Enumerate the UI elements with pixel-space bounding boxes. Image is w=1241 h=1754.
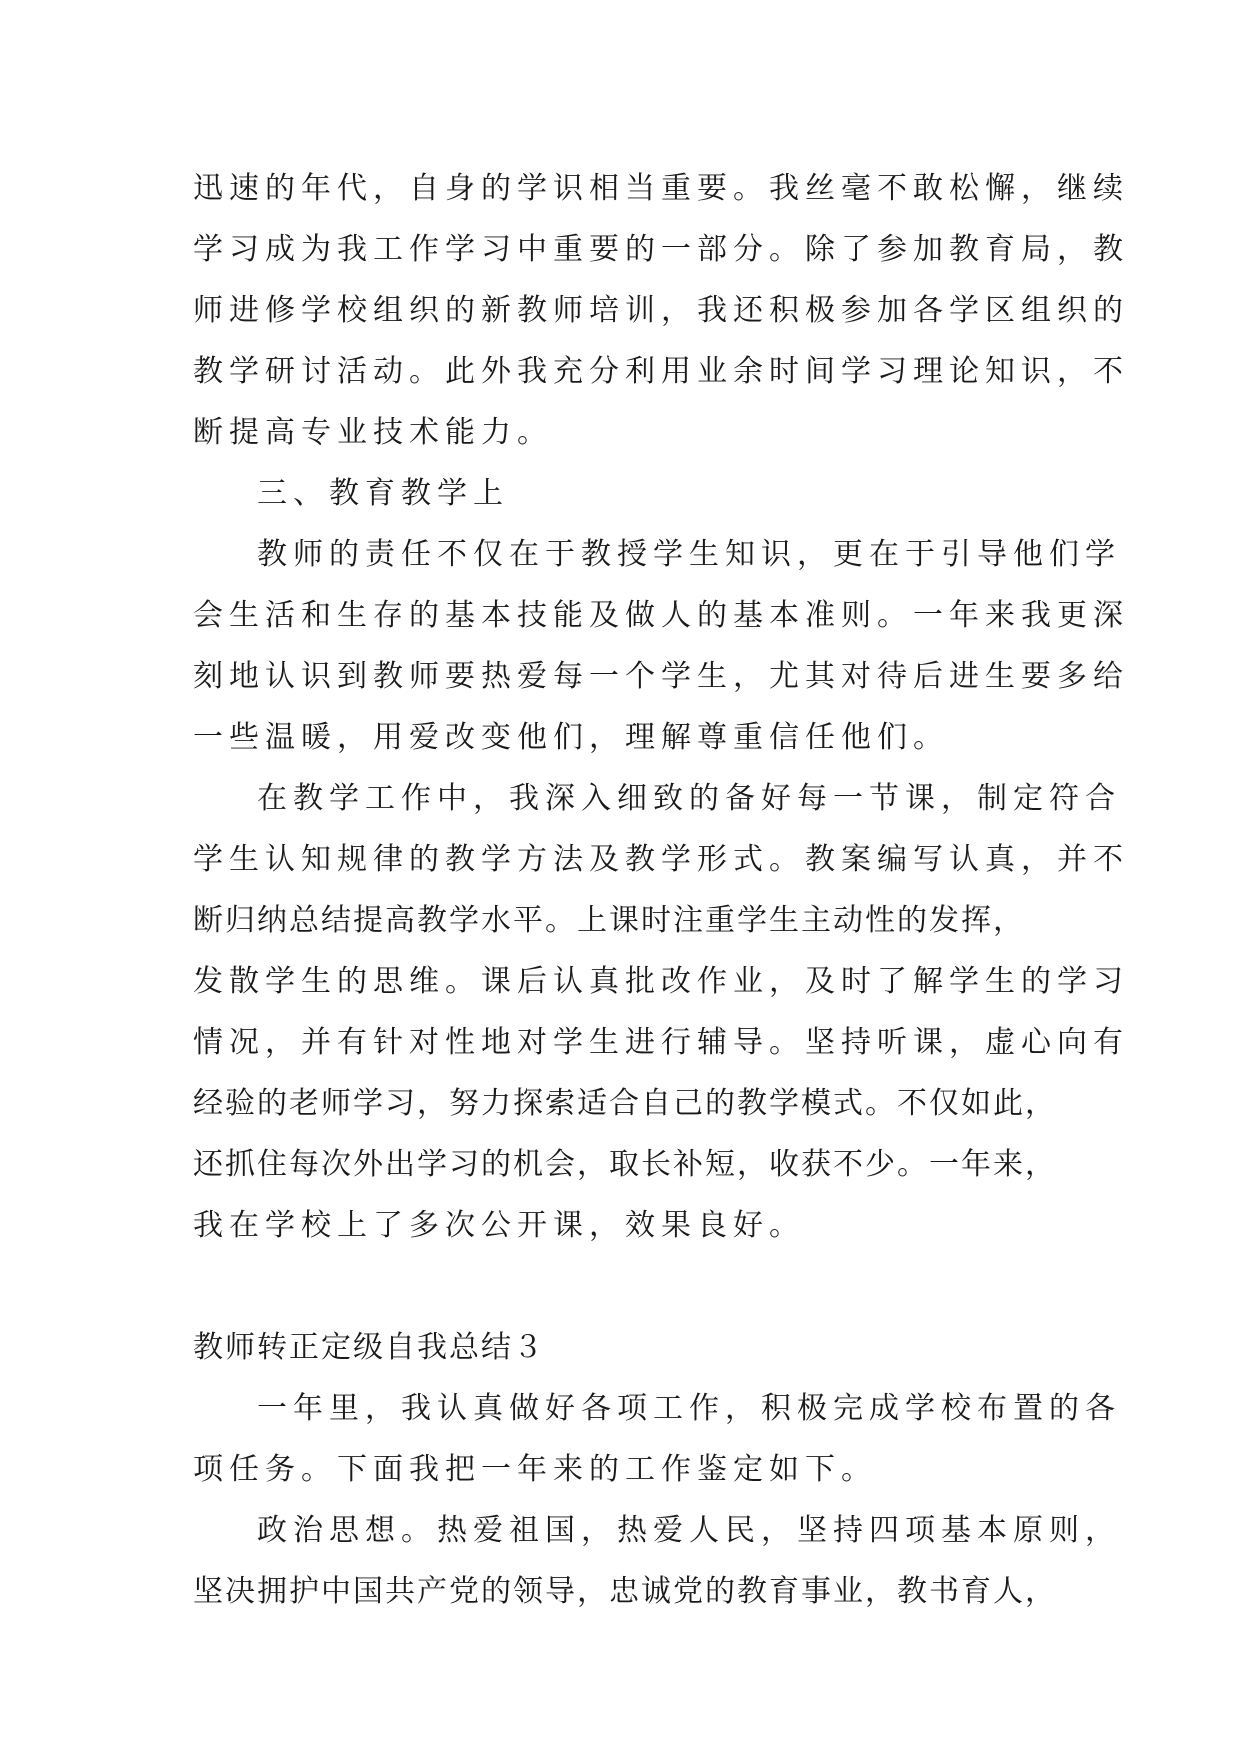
text-line: 在教学工作中，我深入细致的备好每一节课，制定符合 (257, 781, 1121, 816)
text-line: 发散学生的思维。课后认真批改作业，及时了解学生的学习 (193, 964, 1129, 999)
text-line: 刻地认识到教师要热爱每一个学生，尤其对待后进生要多给 (193, 659, 1129, 694)
paragraph-continued (193, 158, 1129, 463)
text-line: 学生认知规律的教学方法及教学形式。教案编写认真，并不 (193, 842, 1129, 877)
text-line: 我在学校上了多次公开课，效果良好。 (193, 1208, 805, 1243)
text-line: 一年里，我认真做好各项工作，积极完成学校布置的各 (257, 1391, 1121, 1426)
subheading: 三、教育教学上 (257, 476, 509, 511)
text-line: 迅速的年代，自身的学识相当重要。我丝毫不敢松懈，继续 (193, 171, 1129, 206)
paragraph (193, 1378, 1121, 1500)
text-line: 经验的老师学习，努力探索适合自己的教学模式。不仅如此， (193, 1086, 1057, 1121)
text-line: 项任务。下面我把一年来的工作鉴定如下。 (193, 1452, 877, 1487)
spacer (193, 1256, 1051, 1317)
text-line: 情况，并有针对性地对学生进行辅导。坚持听课，虚心向有 (193, 1025, 1129, 1060)
text-line: 政治思想。热爱祖国，热爱人民，坚持四项基本原则， (257, 1513, 1121, 1548)
text-line: 断归纳总结提高教学水平。上课时注重学生主动性的发挥， (193, 903, 1025, 938)
paragraph (193, 768, 1129, 1256)
text-line: 一些温暖，用爱改变他们，理解尊重信任他们。 (193, 720, 949, 755)
section-title: 教师转正定级自我总结３ (193, 1330, 545, 1365)
document-body (193, 158, 1129, 1622)
text-line: 断提高专业技术能力。 (193, 415, 553, 450)
text-line: 坚决拥护中国共产党的领导，忠诚党的教育事业，教书育人， (193, 1574, 1057, 1609)
text-line: 师进修学校组织的新教师培训，我还积极参加各学区组织的 (193, 293, 1129, 328)
text-line: 教学研讨活动。此外我充分利用业余时间学习理论知识，不 (193, 354, 1129, 389)
paragraph (193, 524, 1129, 768)
paragraph (193, 1500, 1121, 1622)
text-line: 还抓住每次外出学习的机会，取长补短，收获不少。一年来， (193, 1147, 1057, 1182)
text-line: 学习成为我工作学习中重要的一部分。除了参加教育局，教 (193, 232, 1129, 267)
text-line: 会生活和生存的基本技能及做人的基本准则。一年来我更深 (193, 598, 1129, 633)
text-line: 教师的责任不仅在于教授学生知识，更在于引导他们学 (257, 537, 1121, 572)
